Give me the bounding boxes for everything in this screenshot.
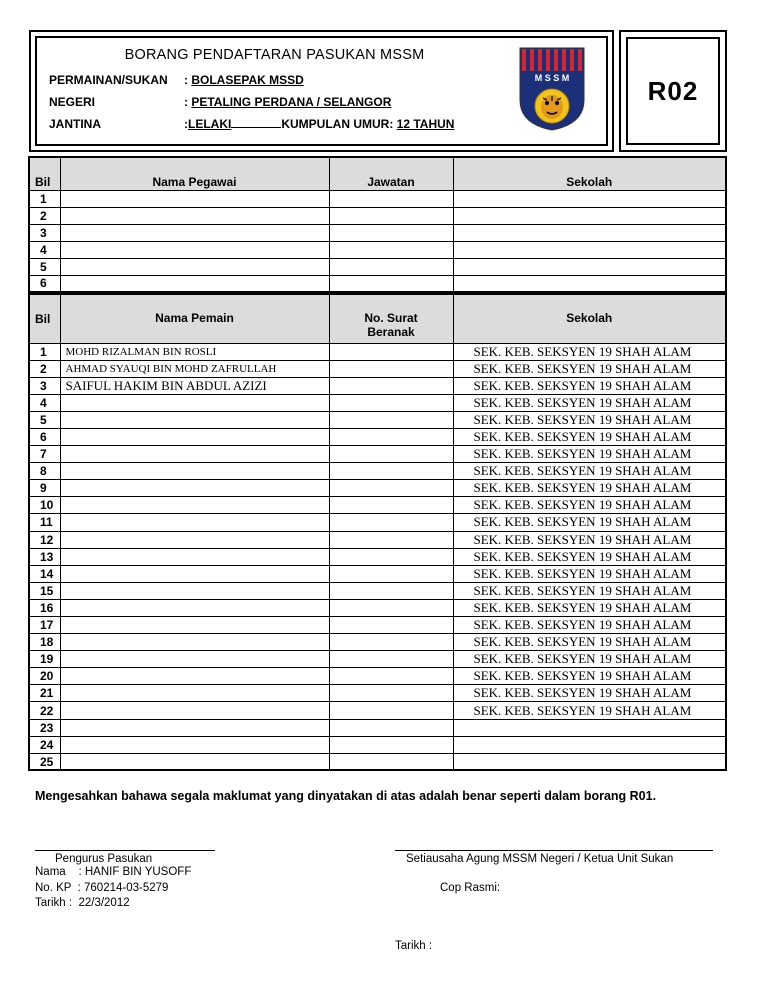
player-birth-cert [329,651,453,668]
player-no: 24 [29,736,60,753]
player-birth-cert [329,428,453,445]
player-name [60,634,329,651]
official-row [29,275,726,292]
field-sport: PERMAINAN/SUKAN : BOLASEPAK MSSD [49,73,304,87]
right-signature-title: Setiausaha Agung MSSM Negeri / Ketua Unit Sukan [406,853,674,865]
player-school: SEK. KEB. SEKSYEN 19 SHAH ALAM [453,377,726,394]
player-birth-cert [329,411,453,428]
player-no: 2 [29,360,60,377]
player-name [60,685,329,702]
player-name [60,531,329,548]
player-row [29,360,726,377]
player-school [453,719,726,736]
player-birth-cert [329,446,453,463]
field-gender-label: JANTINA [49,117,102,131]
player-no: 23 [29,719,60,736]
player-no: 21 [29,685,60,702]
form-code-box [619,30,727,152]
official-row [29,224,726,241]
player-birth-cert [329,548,453,565]
player-row [29,480,726,497]
player-no: 9 [29,480,60,497]
player-no: 5 [29,411,60,428]
player-name: AHMAD SYAUQI BIN MOHD ZAFRULLAH [60,360,329,377]
player-birth-cert [329,599,453,616]
player-school: SEK. KEB. SEKSYEN 19 SHAH ALAM [453,634,726,651]
manager-name: Nama : HANIF BIN YUSOFF [35,866,192,878]
header-box [29,30,614,152]
player-name [60,497,329,514]
player-no: 15 [29,582,60,599]
player-school: SEK. KEB. SEKSYEN 19 SHAH ALAM [453,685,726,702]
player-name [60,668,329,685]
field-gender: JANTINA :LELAKI KUMPULAN UMUR: 12 TAHUN [49,117,455,131]
player-school [453,736,726,753]
player-name [60,702,329,719]
player-name [60,446,329,463]
player-school: SEK. KEB. SEKSYEN 19 SHAH ALAM [453,531,726,548]
player-birth-cert [329,736,453,753]
player-school: SEK. KEB. SEKSYEN 19 SHAH ALAM [453,343,726,360]
player-name [60,463,329,480]
player-row [29,617,726,634]
player-row [29,343,726,360]
player-no: 16 [29,599,60,616]
player-no: 12 [29,531,60,548]
player-row [29,719,726,736]
field-age-label: KUMPULAN UMUR: [281,117,394,131]
player-no: 3 [29,377,60,394]
right-signature-line [395,850,713,851]
official-row [29,241,726,258]
player-birth-cert [329,565,453,582]
player-row [29,702,726,719]
left-signature-line [35,850,215,851]
officials-header-bil: Bil [29,157,60,190]
player-school: SEK. KEB. SEKSYEN 19 SHAH ALAM [453,582,726,599]
official-row [29,190,726,207]
gender-blank-underline [231,117,281,128]
player-no: 10 [29,497,60,514]
player-school: SEK. KEB. SEKSYEN 19 SHAH ALAM [453,463,726,480]
officials-table [28,156,727,293]
player-school: SEK. KEB. SEKSYEN 19 SHAH ALAM [453,411,726,428]
field-sport-label: PERMAINAN/SUKAN [49,73,168,87]
player-birth-cert [329,360,453,377]
player-name [60,651,329,668]
left-signature-title: Pengurus Pasukan [55,853,153,865]
player-birth-cert [329,685,453,702]
official-name [60,241,329,258]
header-inner [35,36,608,146]
official-no: 2 [29,207,60,224]
player-school: SEK. KEB. SEKSYEN 19 SHAH ALAM [453,446,726,463]
official-school [453,241,726,258]
player-name [60,753,329,770]
player-row [29,753,726,770]
player-school: SEK. KEB. SEKSYEN 19 SHAH ALAM [453,617,726,634]
player-school: SEK. KEB. SEKSYEN 19 SHAH ALAM [453,702,726,719]
player-row [29,599,726,616]
player-school: SEK. KEB. SEKSYEN 19 SHAH ALAM [453,394,726,411]
player-school [453,753,726,770]
player-name: MOHD RIZALMAN BIN ROSLI [60,343,329,360]
official-stamp-label: Cop Rasmi: [440,882,501,894]
player-name [60,565,329,582]
player-row [29,651,726,668]
player-birth-cert [329,394,453,411]
player-birth-cert [329,480,453,497]
player-birth-cert [329,463,453,480]
player-row [29,736,726,753]
player-row [29,394,726,411]
player-birth-cert [329,617,453,634]
player-birth-cert [329,753,453,770]
player-school: SEK. KEB. SEKSYEN 19 SHAH ALAM [453,565,726,582]
player-name [60,719,329,736]
players-table [28,293,727,771]
officials-header-name: Nama Pegawai [60,157,329,190]
form-code: R02 [626,37,720,145]
official-no: 3 [29,224,60,241]
official-position [329,190,453,207]
player-school: SEK. KEB. SEKSYEN 19 SHAH ALAM [453,497,726,514]
official-name [60,207,329,224]
official-school [453,275,726,292]
player-row [29,565,726,582]
player-birth-cert [329,634,453,651]
official-position [329,275,453,292]
official-row [29,207,726,224]
player-row [29,668,726,685]
player-no: 19 [29,651,60,668]
player-birth-cert [329,514,453,531]
player-school: SEK. KEB. SEKSYEN 19 SHAH ALAM [453,668,726,685]
player-row [29,463,726,480]
field-state-label: NEGERI [49,95,96,109]
player-row [29,514,726,531]
player-row [29,685,726,702]
players-header-cert-line1: No. Surat [364,311,418,325]
players-header-cert-line2: Beranak [367,325,415,339]
official-position [329,207,453,224]
players-header-cert [329,294,453,343]
officials-header-row [29,157,726,190]
official-no: 4 [29,241,60,258]
player-no: 7 [29,446,60,463]
field-age-value: 12 TAHUN [396,117,455,131]
right-date-label: Tarikh : [395,940,433,952]
players-header-row [29,294,726,343]
player-birth-cert [329,719,453,736]
player-birth-cert [329,497,453,514]
player-no: 4 [29,394,60,411]
player-row [29,377,726,394]
player-no: 1 [29,343,60,360]
players-header-bil: Bil [29,294,60,343]
player-no: 13 [29,548,60,565]
field-gender-value: LELAKI [188,117,232,131]
player-school: SEK. KEB. SEKSYEN 19 SHAH ALAM [453,651,726,668]
official-school [453,258,726,275]
player-name [60,736,329,753]
official-position [329,224,453,241]
player-name [60,411,329,428]
player-row [29,497,726,514]
player-school: SEK. KEB. SEKSYEN 19 SHAH ALAM [453,514,726,531]
manager-date: Tarikh : 22/3/2012 [35,897,130,909]
player-row [29,582,726,599]
field-sport-value: BOLASEPAK MSSD [191,73,304,87]
players-header-school: Sekolah [453,294,726,343]
player-birth-cert [329,668,453,685]
player-school: SEK. KEB. SEKSYEN 19 SHAH ALAM [453,548,726,565]
player-no: 17 [29,617,60,634]
official-row [29,258,726,275]
official-school [453,224,726,241]
officials-header-school: Sekolah [453,157,726,190]
player-row [29,634,726,651]
player-no: 20 [29,668,60,685]
player-row [29,428,726,445]
manager-ic: No. KP : 760214-03-5279 [35,882,169,894]
official-no: 5 [29,258,60,275]
player-row [29,531,726,548]
player-row [29,548,726,565]
player-name [60,582,329,599]
field-state-value: PETALING PERDANA / SELANGOR [191,95,392,109]
official-name [60,275,329,292]
official-name [60,224,329,241]
player-no: 6 [29,428,60,445]
player-name [60,514,329,531]
player-name [60,599,329,616]
player-name [60,548,329,565]
official-position [329,258,453,275]
player-school: SEK. KEB. SEKSYEN 19 SHAH ALAM [453,428,726,445]
official-school [453,207,726,224]
player-no: 11 [29,514,60,531]
players-header-name: Nama Pemain [60,294,329,343]
player-no: 8 [29,463,60,480]
player-birth-cert [329,702,453,719]
player-row [29,446,726,463]
form-title: BORANG PENDAFTARAN PASUKAN MSSM [124,47,425,63]
mssm-logo-icon [518,46,586,132]
official-no: 1 [29,190,60,207]
player-name [60,617,329,634]
official-position [329,241,453,258]
player-no: 18 [29,634,60,651]
player-birth-cert [329,343,453,360]
player-no: 22 [29,702,60,719]
player-name [60,480,329,497]
field-state: NEGERI : PETALING PERDANA / SELANGOR [49,95,392,109]
player-no: 14 [29,565,60,582]
player-name [60,428,329,445]
player-name: SAIFUL HAKIM BIN ABDUL AZIZI [60,377,329,394]
player-name [60,394,329,411]
player-school: SEK. KEB. SEKSYEN 19 SHAH ALAM [453,480,726,497]
player-school: SEK. KEB. SEKSYEN 19 SHAH ALAM [453,599,726,616]
player-birth-cert [329,582,453,599]
player-row [29,411,726,428]
player-no: 25 [29,753,60,770]
logo-text: M S S M [534,73,570,83]
official-name [60,258,329,275]
officials-header-position: Jawatan [329,157,453,190]
official-no: 6 [29,275,60,292]
player-birth-cert [329,377,453,394]
player-birth-cert [329,531,453,548]
confirmation-statement: Mengesahkan bahawa segala maklumat yang dinyatakan di atas adalah benar seperti dalam borang R01. [35,789,657,803]
player-school: SEK. KEB. SEKSYEN 19 SHAH ALAM [453,360,726,377]
official-school [453,190,726,207]
official-name [60,190,329,207]
